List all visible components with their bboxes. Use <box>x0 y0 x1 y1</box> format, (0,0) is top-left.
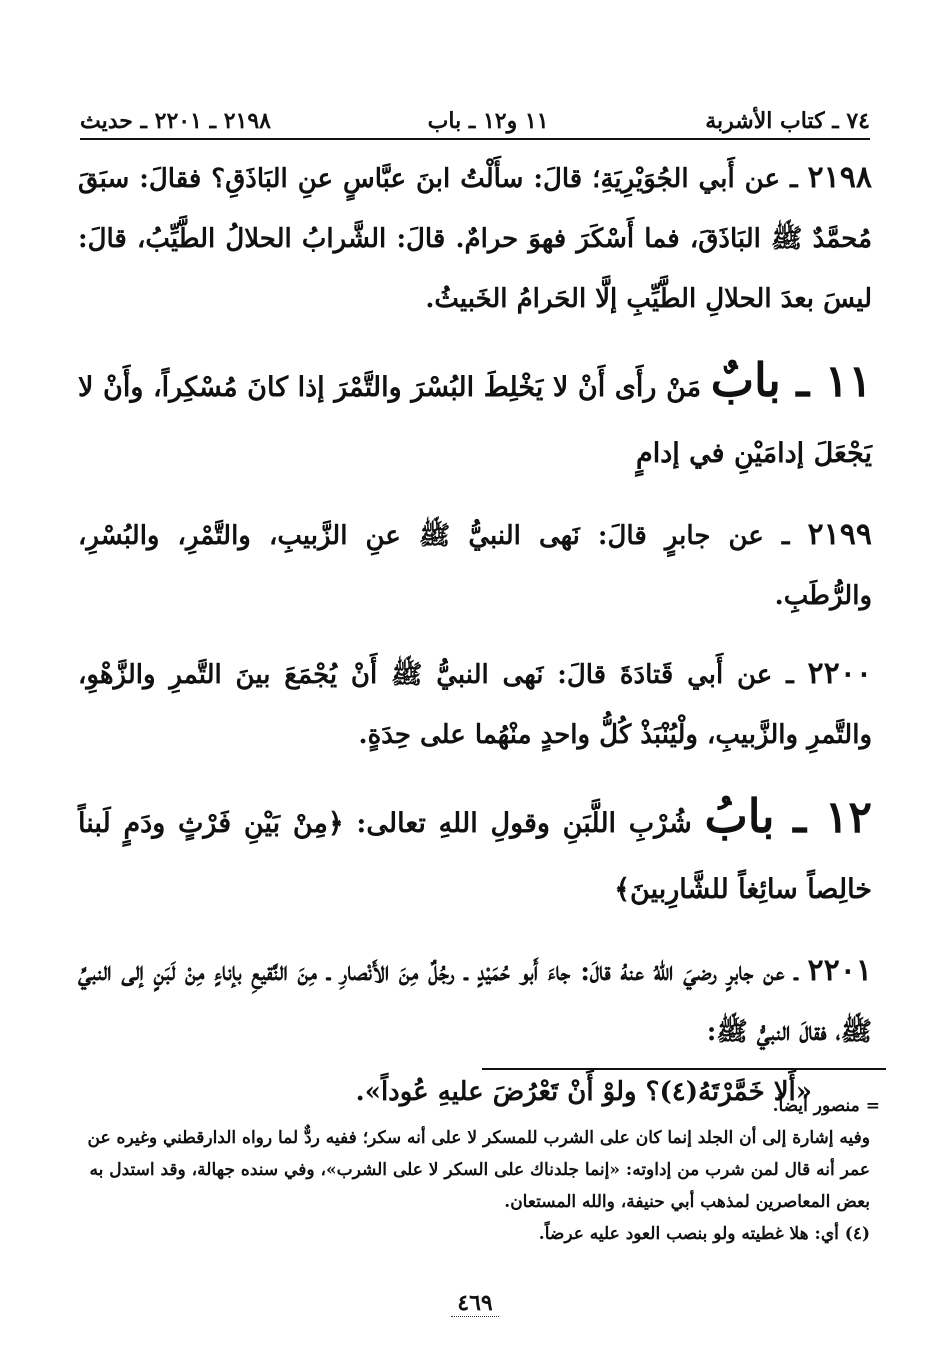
hadith-text: ـ عن أَبي قَتادَةَ قالَ: نَهى النبيُّ ﷺ أَنْ يُجْمَعَ بينَ التَّمرِ والزَّهْوِ، والتَّمرِ والزَّبيبِ، ولْيُنْبَذْ كُلُّ واحدٍ منْهُما على حِدَةٍ. <box>78 660 872 750</box>
hadith-2201-quote: «أَلا خَمَّرْتَهُ(٤)؟ ولوْ أَنْ تَعْرُضَ عليهِ عُوداً». <box>355 1077 812 1107</box>
hadith-number: ٢٢٠٠ <box>807 656 872 691</box>
page-number-text: ٤٦٩ <box>451 1290 498 1317</box>
hadith-number: ٢٢٠١ <box>807 953 872 988</box>
hadith-2200 <box>78 644 872 765</box>
hadith-2199 <box>78 505 872 626</box>
hadith-text: ـ عن جابرٍ رضيَ اللهُ عنهُ قالَ: جاءَ أَبو حُمَيْدٍ ـ رجُلٌ مِنَ الأَنْصارِ ـ مِنَ النَّقيعِ بإناءٍ مِنْ لَبَنٍ إلى النبيِّ ﷺ، فقالَ النبيُّ ﷺ: <box>78 957 872 1047</box>
chapter-dash: ـ <box>774 792 825 843</box>
chapter-heading-12 <box>78 783 872 923</box>
hadith-number: ٢١٩٨ <box>807 160 872 195</box>
header-section: ١١ و١٢ ـ باب <box>427 108 549 134</box>
chapter-dash: ـ <box>780 356 825 407</box>
header-chapter: ٧٤ ـ كتاب الأشربة <box>705 108 870 134</box>
continuation-text: منصور أيضاً. <box>772 1096 860 1116</box>
footnote-separator <box>482 1068 886 1070</box>
hadith-text: ـ عن أَبي الجُوَيْرِيَةِ؛ قالَ: سأَلْتُ ابنَ عبَّاسٍ عنِ البَاذَقِ؟ فقالَ: سبَقَ مُحمَّدٌ ﷺ البَاذَقَ، فما أَسْكَرَ فهوَ حرامٌ. قالَ: الشَّرابُ الحلالُ الطَّيِّبُ، قالَ: ليسَ بعدَ الحلالِ الطَّيِّبِ إلَّا الحَرامُ الخَبيثُ. <box>78 164 872 314</box>
chapter-title: شُرْبِ اللَّبَنِ وقولِ اللهِ تعالى: ﴿مِنْ بَيْنِ فَرْثٍ ودَمٍ لَبناً خالِصاً سائِغاً للشَّارِبينَ﴾ <box>78 808 872 905</box>
footnotes <box>78 1090 880 1250</box>
chapter-heading-11 <box>78 347 872 487</box>
chapter-number: ١٢ <box>824 792 872 843</box>
main-text <box>78 148 872 1140</box>
hadith-text: ـ عن جابرٍ قالَ: نَهى النبيُّ ﷺ عنِ الزَّبيبِ، والتَّمْرِ، والبُسْرِ، والرُّطَبِ. <box>78 521 872 611</box>
hadith-2201 <box>78 941 872 1062</box>
chapter-word: بابُ <box>704 789 775 843</box>
page-number <box>0 1290 950 1316</box>
continuation-mark: = <box>865 1096 880 1116</box>
footnote-paragraph: وفيه إشارة إلى أن الجلد إنما كان على الشرب للمسكر لا على أنه سكر؛ ففيه ردٌّ لما رواه الدارقطني وغيره عن عمر أنه قال لمن شرب من إداوته: «إنما جلدناك على السكر لا على الشرب»، وفي سنده جهالة، وقد استدل به بعض المعاصرين لمذهب أبي حنيفة، والله المستعان. <box>87 1128 870 1212</box>
hadith-number: ٢١٩٩ <box>807 517 872 552</box>
running-header <box>80 98 870 140</box>
header-hadith-range: ٢١٩٨ ـ ٢٢٠١ ـ حديث <box>80 108 271 134</box>
chapter-word: بابٌ <box>710 353 781 407</box>
footnote-continuation <box>78 1090 880 1122</box>
chapter-title: مَنْ رأَى أَنْ لا يَخْلِطَ البُسْرَ والتَّمْرَ إذا كانَ مُسْكِراً، وأَنْ لا يَجْعَلَ إدامَيْنِ في إدامٍ <box>78 372 872 469</box>
hadith-2198 <box>78 148 872 329</box>
chapter-number: ١١ <box>824 356 873 407</box>
footnote-4: (٤) أي: هلا غطيته ولو بنصب العود عليه عرضاً. <box>538 1224 870 1244</box>
